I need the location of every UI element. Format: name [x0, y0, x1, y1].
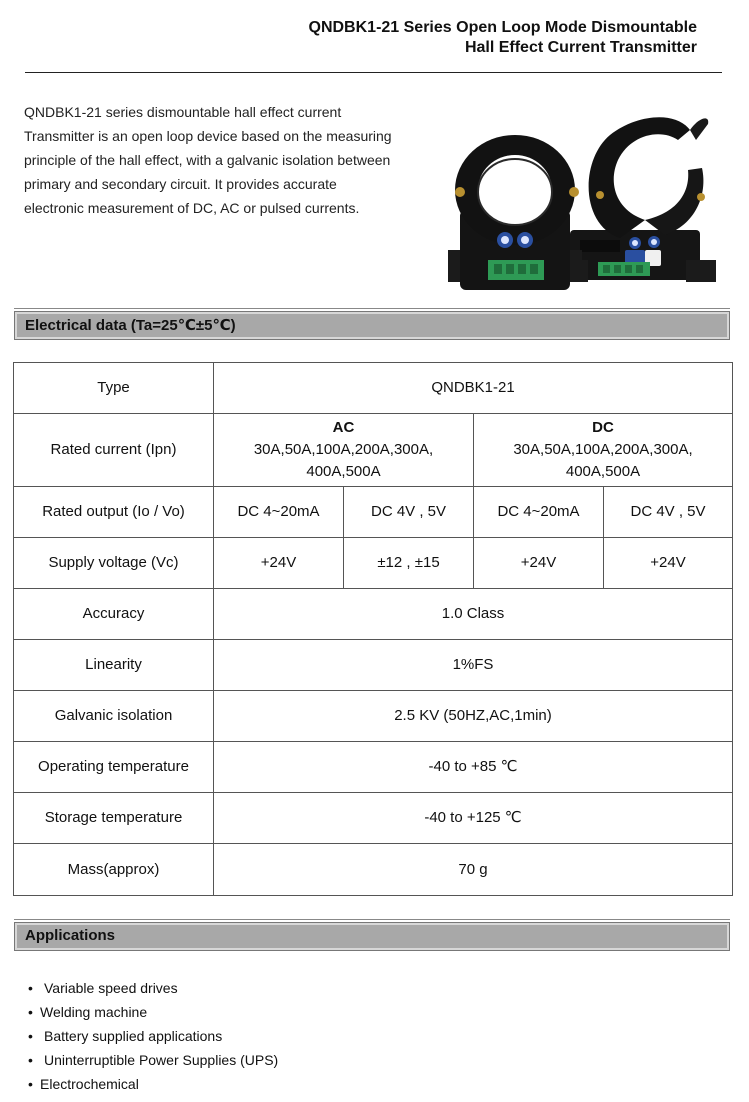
applications-list	[28, 976, 278, 1096]
title-line-2: Hall Effect Current Transmitter	[464, 39, 697, 56]
galvanic-isolation-value: 2.5 KV (50HZ,AC,1min)	[214, 691, 733, 742]
table-row	[14, 844, 733, 896]
operating-temperature-value: -40 to +85 ℃	[214, 742, 733, 793]
application-text: Electrochemical	[40, 1076, 139, 1092]
table-row	[14, 363, 733, 414]
ac-heading: AC	[332, 419, 355, 436]
bullet-icon: •	[28, 1004, 33, 1020]
storage-temperature-label: Storage temperature	[14, 793, 214, 844]
supply-voltage-cell: +24V	[604, 538, 733, 589]
rated-output-label: Rated output (Io / Vo)	[14, 487, 214, 538]
table-row	[14, 414, 733, 487]
electrical-data-heading: Electrical data (Ta=25℃±5℃)	[25, 317, 236, 334]
list-item	[28, 976, 278, 1000]
rated-current-dc	[474, 414, 733, 487]
intro-line: Transmitter is an open loop device based on the measuring	[24, 128, 392, 144]
application-text: Uninterruptible Power Supplies (UPS)	[44, 1052, 279, 1068]
intro-line: QNDBK1-21 series dismountable hall effect current	[24, 104, 342, 120]
supply-voltage-cell: +24V	[474, 538, 604, 589]
application-text: Welding machine	[40, 1004, 148, 1020]
dc-rated-currents-line2: 400A,500A	[565, 463, 641, 480]
ac-rated-currents-line2: 400A,500A	[306, 463, 381, 480]
split-sensor-closed	[448, 135, 582, 290]
rated-output-cell: DC 4V , 5V	[604, 487, 733, 538]
table-row	[14, 538, 733, 589]
table-row	[14, 640, 733, 691]
intro-line: principle of the hall effect, with a galvanic isolation between	[24, 152, 391, 168]
intro-line: electronic measurement of DC, AC or pulsed currents.	[24, 200, 360, 216]
dc-heading: DC	[592, 419, 614, 436]
galvanic-isolation-label: Galvanic isolation	[14, 691, 214, 742]
supply-voltage-cell: +24V	[214, 538, 344, 589]
application-text: Variable speed drives	[44, 980, 178, 996]
rated-output-cell: DC 4~20mA	[474, 487, 604, 538]
table-row	[14, 793, 733, 844]
title-line-1: QNDBK1-21 Series Open Loop Mode Dismountable	[308, 19, 697, 36]
storage-temperature-value: -40 to +125 ℃	[214, 793, 733, 844]
table-row	[14, 487, 733, 538]
type-value: QNDBK1-21	[214, 363, 733, 414]
dc-rated-currents-line1: 30A,50A,100A,200A,300A,	[513, 441, 693, 458]
applications-heading-bar	[14, 922, 730, 951]
ac-rated-currents-line1: 30A,50A,100A,200A,300A,	[253, 441, 434, 458]
section-divider	[14, 308, 730, 309]
bullet-icon: •	[28, 1028, 33, 1044]
intro-line: primary and secondary circuit. It provides accurate	[24, 176, 337, 192]
bullet-icon: •	[28, 1052, 33, 1068]
list-item	[28, 1024, 278, 1048]
application-text: Battery supplied applications	[44, 1028, 223, 1044]
table-row	[14, 589, 733, 640]
applications-heading: Applications	[25, 927, 116, 944]
linearity-value: 1%FS	[214, 640, 733, 691]
rated-output-cell: DC 4~20mA	[214, 487, 344, 538]
list-item	[28, 1072, 278, 1096]
table-row	[14, 742, 733, 793]
rated-current-label: Rated current (Ipn)	[14, 414, 214, 487]
linearity-label: Linearity	[14, 640, 214, 691]
supply-voltage-cell: ±12 , ±15	[344, 538, 474, 589]
rated-output-cell: DC 4V , 5V	[344, 487, 474, 538]
table-row	[14, 691, 733, 742]
electrical-data-heading-bar	[14, 311, 730, 340]
intro-paragraph	[24, 100, 434, 220]
document-title	[309, 18, 698, 58]
list-item	[28, 1048, 278, 1072]
bullet-icon: •	[28, 1076, 33, 1092]
section-divider	[14, 919, 730, 920]
list-item	[28, 1000, 278, 1024]
supply-voltage-label: Supply voltage (Vc)	[14, 538, 214, 589]
accuracy-label: Accuracy	[14, 589, 214, 640]
accuracy-value: 1.0 Class	[214, 589, 733, 640]
mass-label: Mass(approx)	[14, 844, 214, 896]
split-sensor-open	[560, 117, 716, 282]
type-label: Type	[14, 363, 214, 414]
operating-temperature-label: Operating temperature	[14, 742, 214, 793]
rated-current-ac	[214, 414, 474, 487]
title-divider	[25, 72, 722, 73]
product-photo	[440, 100, 740, 310]
bullet-icon: •	[28, 980, 33, 996]
electrical-data-table	[13, 362, 733, 896]
mass-value: 70 g	[214, 844, 733, 896]
